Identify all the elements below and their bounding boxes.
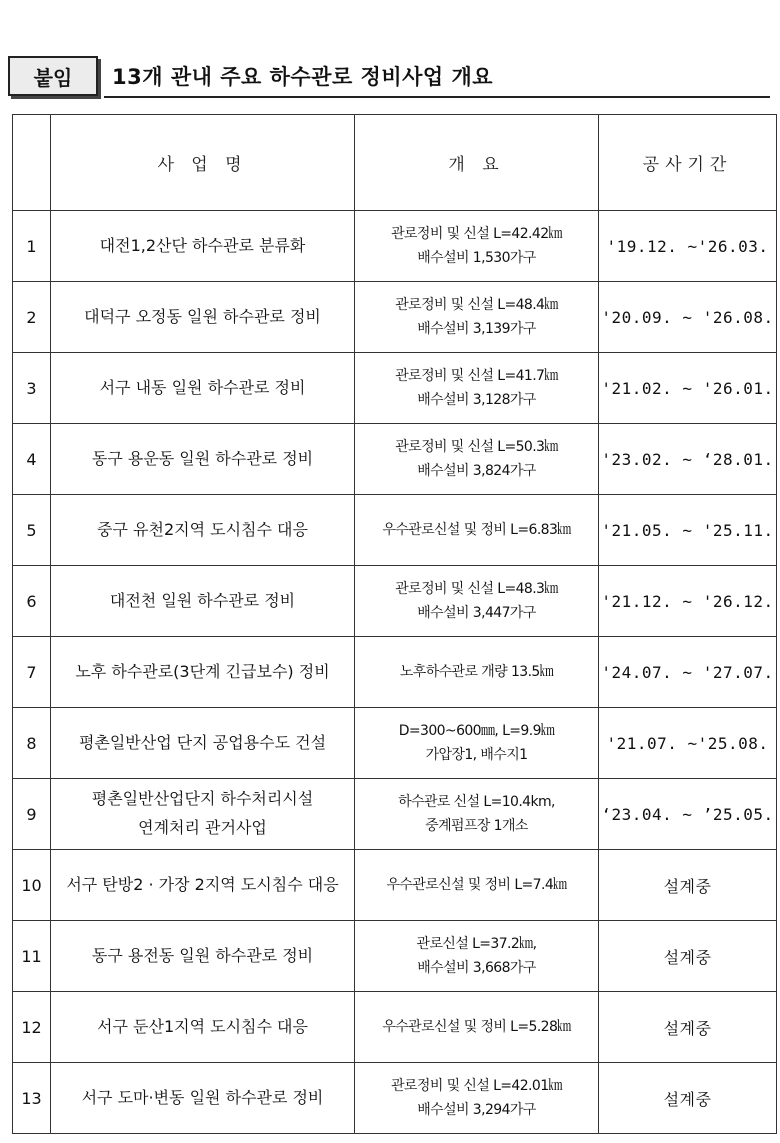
table-header-row	[13, 115, 777, 211]
row-number: 3	[13, 353, 51, 424]
project-name-line: 연계처리 관거사업	[138, 818, 267, 837]
construction-period-cell: 설계중	[599, 921, 777, 992]
construction-period-cell: '21.12. ~ '26.12.	[599, 566, 777, 637]
table-row	[13, 708, 777, 779]
project-name-cell	[51, 1063, 355, 1134]
overview-line: 배수설비 3,447가구	[417, 605, 536, 621]
overview-cell	[355, 566, 599, 637]
overview-cell	[355, 850, 599, 921]
project-name-cell	[51, 211, 355, 282]
project-name-cell	[51, 708, 355, 779]
table-row	[13, 353, 777, 424]
overview-line: 배수설비 3,294가구	[417, 1102, 536, 1118]
row-number: 12	[13, 992, 51, 1063]
row-number: 10	[13, 850, 51, 921]
construction-period-cell: 설계중	[599, 1063, 777, 1134]
row-number: 8	[13, 708, 51, 779]
project-name-cell	[51, 424, 355, 495]
project-name-line: 노후 하수관로(3단계 긴급보수) 정비	[75, 661, 330, 681]
overview-line: 배수설비 3,128가구	[417, 392, 536, 408]
overview-cell	[355, 708, 599, 779]
document-title: 13개 관내 주요 하수관로 정비사업 개요	[112, 65, 494, 89]
overview-line: 중계펌프장 1개소	[425, 818, 528, 834]
row-number: 4	[13, 424, 51, 495]
project-name-cell	[51, 992, 355, 1063]
construction-period-cell: '24.07. ~ '27.07.	[599, 637, 777, 708]
project-name-cell	[51, 282, 355, 353]
overview-line: 배수설비 3,668가구	[417, 960, 536, 976]
project-name-line: 중구 유천2지역 도시침수 대응	[97, 519, 308, 539]
construction-period-cell: '19.12. ~'26.03.	[599, 211, 777, 282]
table-row	[13, 424, 777, 495]
overview-line: 관로정비 및 신설 L=50.3㎞	[395, 438, 558, 455]
row-number: 6	[13, 566, 51, 637]
overview-line: D=300~600㎜, L=9.9㎞	[398, 722, 555, 739]
overview-line: 가압장1, 배수지1	[425, 747, 528, 763]
row-number: 1	[13, 211, 51, 282]
project-name-line: 서구 내동 일원 하수관로 정비	[99, 377, 306, 397]
overview-line: 관로정비 및 신설 L=48.4㎞	[395, 296, 558, 313]
overview-cell	[355, 637, 599, 708]
overview-cell	[355, 779, 599, 850]
header-project-name: 사 업 명	[51, 115, 355, 211]
row-number: 11	[13, 921, 51, 992]
overview-cell	[355, 282, 599, 353]
overview-line: 배수설비 3,824가구	[417, 463, 536, 479]
row-number: 7	[13, 637, 51, 708]
table-row	[13, 211, 777, 282]
project-name-cell	[51, 566, 355, 637]
row-number: 2	[13, 282, 51, 353]
header-overview: 개 요	[355, 115, 599, 211]
construction-period-cell: '23.02. ~ ‘28.01.	[599, 424, 777, 495]
construction-period-cell: ‘23.04. ~ ’25.05.	[599, 779, 777, 850]
table-row	[13, 992, 777, 1063]
overview-line: 관로정비 및 신설 L=48.3㎞	[395, 580, 558, 597]
row-number: 9	[13, 779, 51, 850]
overview-line: 우수관로신설 및 정비 L=5.28㎞	[382, 1018, 571, 1035]
overview-cell	[355, 424, 599, 495]
table-row	[13, 637, 777, 708]
project-name-cell	[51, 495, 355, 566]
overview-line: 배수설비 1,530가구	[417, 250, 536, 266]
overview-cell	[355, 495, 599, 566]
row-number: 13	[13, 1063, 51, 1134]
row-number: 5	[13, 495, 51, 566]
project-name-cell	[51, 921, 355, 992]
overview-line: 관로정비 및 신설 L=42.42㎞	[391, 225, 562, 242]
overview-line: 관로정비 및 신설 L=41.7㎞	[395, 367, 558, 384]
table-row	[13, 566, 777, 637]
header-number	[13, 115, 51, 211]
project-name-cell	[51, 637, 355, 708]
construction-period-cell: '20.09. ~ '26.08.	[599, 282, 777, 353]
overview-cell	[355, 992, 599, 1063]
table-row	[13, 1063, 777, 1134]
construction-period-cell: '21.07. ~'25.08.	[599, 708, 777, 779]
project-name-line: 서구 둔산1지역 도시침수 대응	[97, 1016, 308, 1036]
overview-line: 관로정비 및 신설 L=42.01㎞	[391, 1077, 562, 1094]
title-underline	[104, 96, 770, 98]
overview-line: 노후하수관로 개량 13.5㎞	[399, 663, 554, 680]
project-name-line: 대덕구 오정동 일원 하수관로 정비	[84, 306, 321, 326]
table-row	[13, 921, 777, 992]
project-table	[12, 114, 777, 1134]
project-name-cell	[51, 779, 355, 850]
table-row	[13, 282, 777, 353]
table-row	[13, 495, 777, 566]
project-name-line: 대전천 일원 하수관로 정비	[109, 590, 296, 610]
overview-line: 배수설비 3,139가구	[417, 321, 536, 337]
overview-cell	[355, 211, 599, 282]
construction-period-cell: '21.05. ~ '25.11.	[599, 495, 777, 566]
attachment-tag: 붙임	[8, 56, 98, 96]
overview-cell	[355, 921, 599, 992]
overview-line: 하수관로 신설 L=10.4km,	[398, 793, 555, 810]
project-name-line: 평촌일반산업단지 하수처리시설	[91, 789, 314, 809]
project-name-line: 동구 용운동 일원 하수관로 정비	[91, 448, 314, 468]
table-row	[13, 779, 777, 850]
project-name-line: 평촌일반산업 단지 공업용수도 건설	[78, 732, 327, 752]
overview-line: 우수관로신설 및 정비 L=6.83㎞	[382, 521, 571, 538]
project-name-cell	[51, 353, 355, 424]
construction-period-cell: 설계중	[599, 850, 777, 921]
table-row	[13, 850, 777, 921]
overview-line: 관로신설 L=37.2㎞,	[416, 935, 537, 952]
overview-cell	[355, 1063, 599, 1134]
project-name-line: 서구 도마·변동 일원 하수관로 정비	[81, 1087, 324, 1107]
project-name-cell	[51, 850, 355, 921]
document-header	[8, 56, 770, 100]
overview-line: 우수관로신설 및 정비 L=7.4㎞	[386, 876, 567, 893]
overview-cell	[355, 353, 599, 424]
project-name-line: 서구 탄방2 · 가장 2지역 도시침수 대응	[66, 874, 339, 894]
project-name-line: 대전1,2산단 하수관로 분류화	[99, 235, 306, 255]
project-name-line: 동구 용전동 일원 하수관로 정비	[91, 945, 314, 965]
table-body	[13, 211, 777, 1134]
header-construction-period: 공사기간	[599, 115, 777, 211]
construction-period-cell: 설계중	[599, 992, 777, 1063]
construction-period-cell: '21.02. ~ '26.01.	[599, 353, 777, 424]
